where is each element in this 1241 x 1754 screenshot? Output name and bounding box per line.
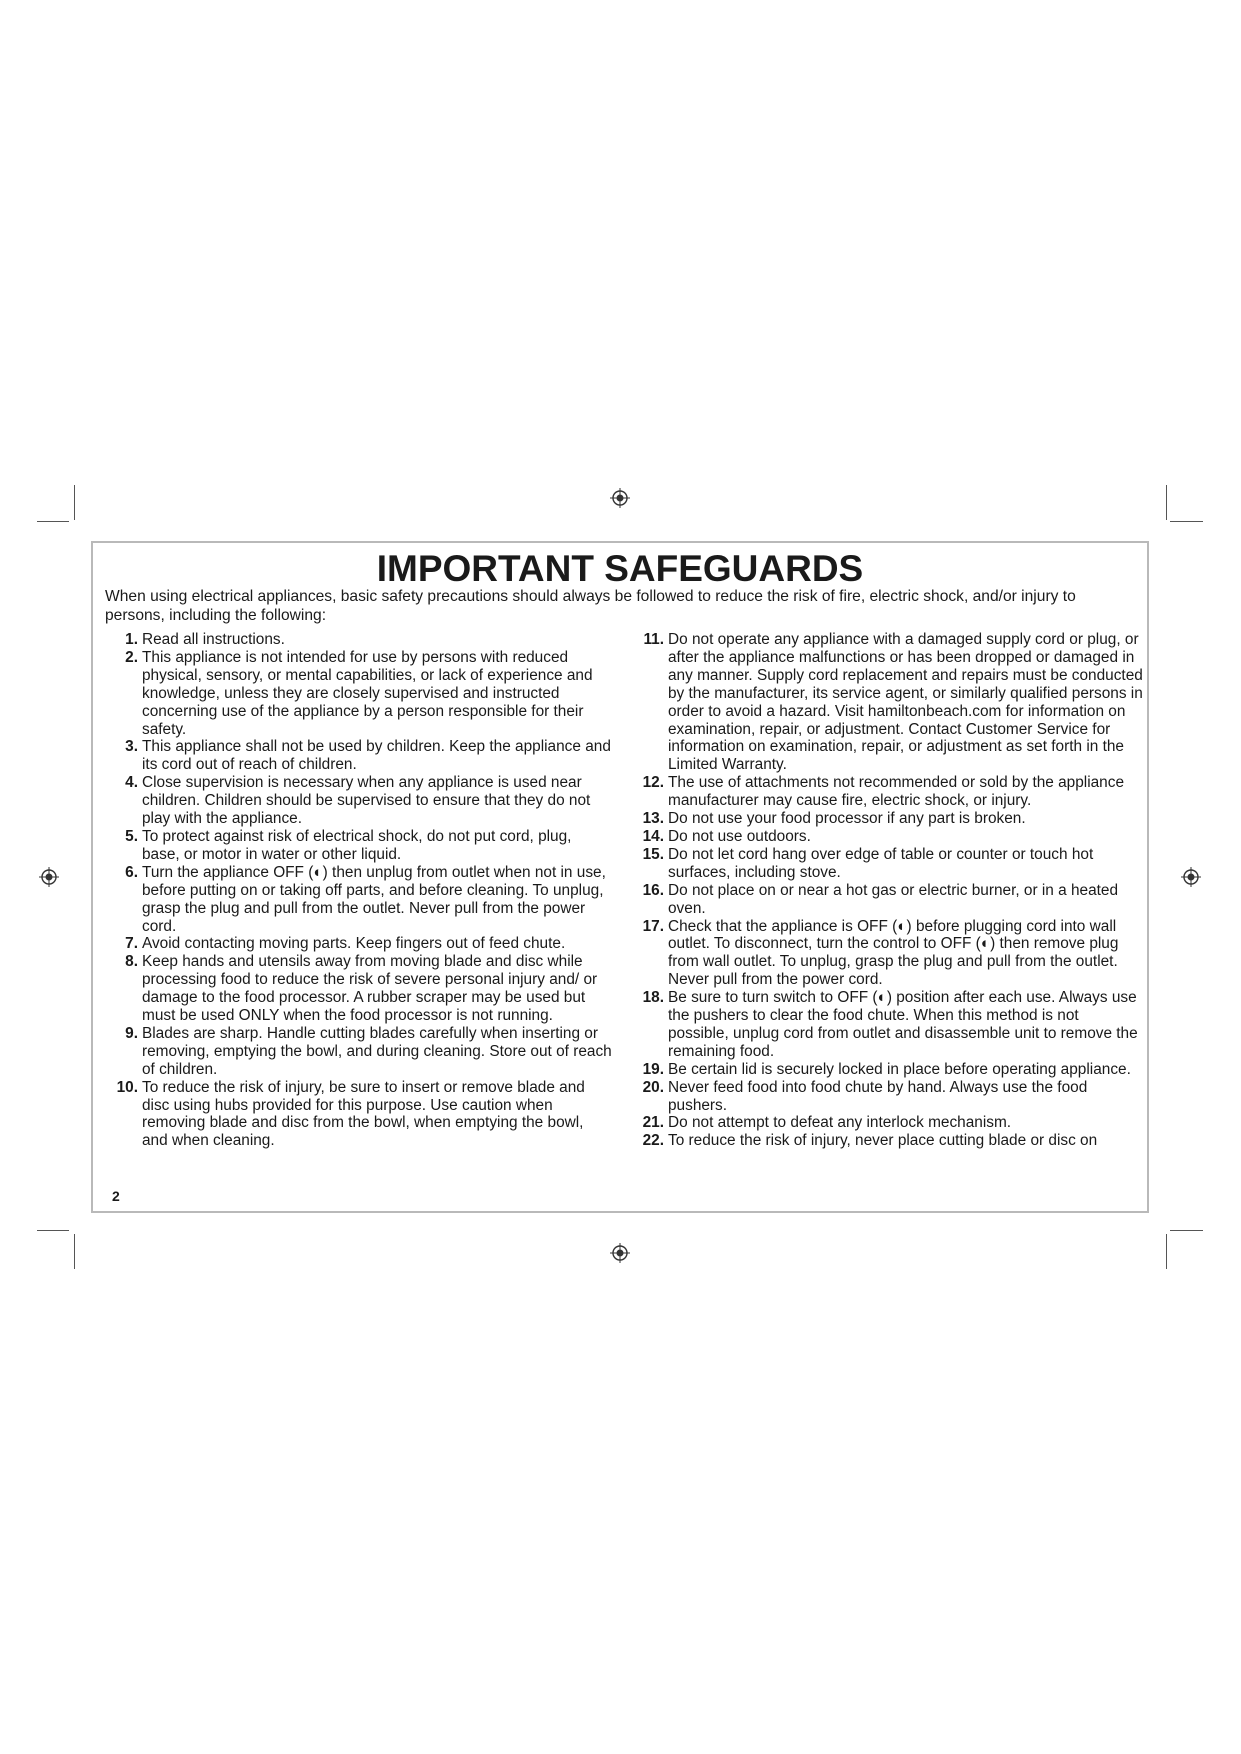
list-item (631, 810, 1143, 828)
item-text: Do not attempt to defeat any interlock mechanism. (668, 1114, 1012, 1132)
item-text: The use of attachments not recommended or sold by the appliance manufacturer may cause fire, electric shock, or injury. (668, 774, 1125, 810)
safeguards-list-right (631, 631, 1143, 1150)
item-text: Turn the appliance OFF (◐) then unplug from outlet when not in use, before putting on or taking off parts, and before cleaning. To unplug, grasp the plug and pull from the outlet. Never pull from the power cord. (142, 863, 606, 935)
crop-mark-bottom-right-h (1170, 1230, 1203, 1231)
item-number: 3. (125, 738, 138, 756)
item-text: Do not place on or near a hot gas or electric burner, or in a heated oven. (668, 881, 1119, 917)
safeguards-panel (91, 541, 1149, 1213)
list-item (631, 1061, 1143, 1079)
list-item (631, 1114, 1143, 1132)
list-item (105, 864, 613, 936)
item-text: Keep hands and utensils away from moving blade and disc while processing food to reduce the risk of severe personal injury and/ or damage to the food processor. A rubber scraper may be used but must be used ONLY when the food processor is not running. (142, 953, 598, 1025)
item-text: Be certain lid is securely locked in place before operating appliance. (668, 1060, 1131, 1078)
item-text: To reduce the risk of injury, never place cutting blade or disc on (668, 1132, 1098, 1150)
crop-mark-top-left-h (37, 521, 69, 522)
item-number: 2. (125, 648, 138, 666)
item-number: 7. (125, 935, 138, 953)
list-item (105, 1079, 613, 1151)
item-number: 6. (125, 863, 138, 881)
list-item (631, 918, 1143, 990)
list-item (105, 738, 613, 774)
item-text: Never feed food into food chute by hand. Always use the food pushers. (668, 1078, 1088, 1114)
item-number: 14. (642, 827, 664, 845)
item-text: Be sure to turn switch to OFF (◐) position after each use. Always use the pushers to clear the food chute. When this method is not possible, unplug cord from outlet and disassemble unit to remove the remaining food. (668, 989, 1138, 1060)
page-number: 2 (112, 1188, 120, 1204)
intro-paragraph: When using electrical appliances, basic safety precautions should always be followed to reduce the risk of fire, electric shock, and/or injury to persons, including the following: (105, 588, 1076, 624)
safeguards-list-left (105, 631, 613, 1150)
item-text: This appliance shall not be used by children. Keep the appliance and its cord out of reach of children. (142, 738, 611, 774)
crop-mark-bottom-right-v (1166, 1234, 1167, 1269)
page-title: IMPORTANT SAFEGUARDS (376, 548, 864, 589)
item-number: 18. (642, 989, 664, 1007)
item-text: Do not use your food processor if any part is broken. (668, 810, 1026, 828)
item-number: 5. (125, 827, 138, 845)
crop-mark-top-right-h (1170, 521, 1203, 522)
list-item (105, 649, 613, 739)
item-number: 17. (642, 917, 664, 935)
list-item (105, 631, 613, 649)
list-item (631, 1132, 1143, 1150)
list-item (105, 1025, 613, 1079)
item-number: 21. (642, 1114, 664, 1132)
crop-mark-top-left-v (74, 485, 75, 520)
list-item (631, 774, 1143, 810)
item-text: Do not let cord hang over edge of table or counter or touch hot surfaces, including stove. (668, 845, 1094, 881)
list-item (631, 828, 1143, 846)
item-number: 13. (642, 810, 664, 828)
item-text: Close supervision is necessary when any appliance is used near children. Children should be supervised to ensure that they do not play with the appliance. (142, 774, 591, 828)
item-number: 12. (642, 774, 664, 792)
item-number: 11. (643, 631, 664, 648)
item-text: Check that the appliance is OFF (◐) before plugging cord into wall outlet. To disconnect, turn the control to OFF (◐) then remove plug from wall outlet. To unplug, grasp the plug and pull from the outlet. Never pull from the power cord. (668, 917, 1119, 989)
item-text: This appliance is not intended for use by persons with reduced physical, sensory, or mental capabilities, or lack of experience and knowledge, unless they are closely supervised and instructed concerning use of the appliance by a person responsible for their safety. (142, 648, 593, 738)
item-number: 19. (642, 1060, 664, 1078)
list-item (631, 1079, 1143, 1115)
list-item (631, 631, 1143, 774)
list-item (105, 935, 613, 953)
item-text: To protect against risk of electrical shock, do not put cord, plug, base, or motor in water or other liquid. (142, 827, 572, 863)
item-text: Blades are sharp. Handle cutting blades carefully when inserting or removing, emptying the bowl, and during cleaning. Store out of reach of children. (142, 1024, 612, 1078)
item-number: 8. (125, 953, 138, 971)
item-number: 22. (642, 1132, 664, 1150)
registration-mark-icon (610, 488, 630, 508)
list-item (105, 774, 613, 828)
item-number: 1. (125, 631, 138, 648)
item-text: Avoid contacting moving parts. Keep fingers out of feed chute. (142, 935, 566, 953)
crop-mark-top-right-v (1166, 485, 1167, 520)
registration-mark-icon (610, 1243, 630, 1263)
list-item (105, 828, 613, 864)
registration-mark-icon (1181, 867, 1201, 887)
item-number: 4. (125, 774, 138, 792)
item-number: 9. (125, 1024, 138, 1042)
item-text: Do not operate any appliance with a damaged supply cord or plug, or after the appliance malfunctions or has been dropped or damaged in any manner. Supply cord replacement and repairs must be conducted by the manufacturer, its service agent, or similarly qualified persons in order to avoid a hazard. Visit hamiltonbeach.com for information on examination, repair, or adjustment. Contact Customer Service for information on examination, repair, or adjustment as set forth in the Limited Warranty. (668, 631, 1143, 774)
crop-mark-bottom-left-v (74, 1234, 75, 1269)
item-number: 16. (642, 881, 664, 899)
item-text: Do not use outdoors. (668, 827, 811, 845)
item-text: To reduce the risk of injury, be sure to insert or remove blade and disc using hubs provided for this purpose. Use caution when removing blade and disc from the bowl, when emptying the bowl, and when cleaning. (142, 1078, 585, 1150)
list-item (631, 882, 1143, 918)
item-number: 20. (642, 1078, 664, 1096)
registration-mark-icon (39, 867, 59, 887)
item-text: Read all instructions. (142, 631, 285, 648)
list-item (631, 989, 1143, 1061)
crop-mark-bottom-left-h (37, 1230, 69, 1231)
item-number: 15. (642, 845, 664, 863)
list-item (631, 846, 1143, 882)
list-item (105, 953, 613, 1025)
item-number: 10. (116, 1078, 138, 1096)
